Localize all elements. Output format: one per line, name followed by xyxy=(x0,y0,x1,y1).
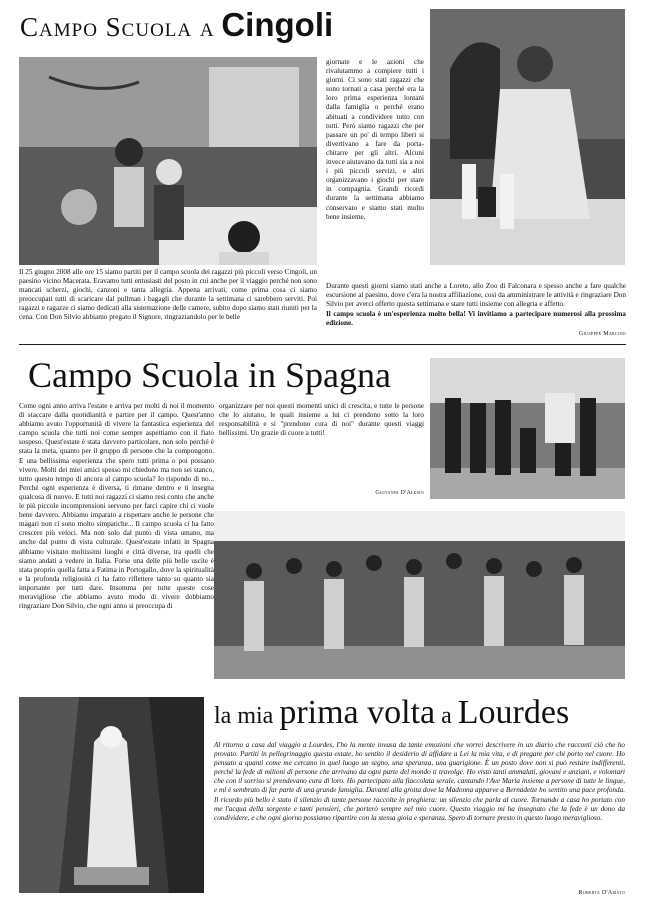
article2-title: Campo Scuola in Spagna xyxy=(28,355,391,395)
article3-signature: Roberta D'Amato xyxy=(578,890,625,896)
divider xyxy=(19,344,626,345)
photo-kids-dining xyxy=(19,57,317,265)
article3-title-d: Lourdes xyxy=(457,694,570,731)
photo-large-group xyxy=(214,511,625,679)
article1-title-big: Cingoli xyxy=(221,6,334,43)
photo-priest-altar xyxy=(430,9,625,265)
article2-body: Come ogni anno arriva l'estate e arriva per molti di noi il momento di staccare dalla quotidianità e partire per il campo. Quest'anno abbiamo avuto l'opportunità di vivere la fantastica esperienza del campo scuola che tutti noi come sempre aspettiamo con il fiato sospeso. Quest'estate è stata davvero particolare, non solo perché è stata la meta, quanto per il gruppo di persone che la compongono. E una bellissima esperienza che spero tutti prima o poi possano vivere. Molti dei miei amici spesso mi chiedono ma non sei stanco, tutto questo tempo di ancora al campo scuola? Io rispondo di no... Perché ogni esperienza è diversa, ti rimane dentro e ti insegna qualcosa di nuovo. E tutti noi ragazzi ci siamo resi conto che anche le più piccole incomprensioni servono per farci capire chi ci vuole bene davvero. Abbiamo imparato a rispettare anche le persone che magari non ci sono molto simpatiche... Il campo scuola ci ha fatto crescere più veloci. Ma non solo dal punto di vista umano, ma anche dal punto di vista culturale. Quest'estate infatti in Spagna abbiamo visitato moltissimi luoghi e città diverse, tra quelli che siamo andati a vedere in Italia. Forse una delle più belle uscite è stata proprio quella fatta a Fatima in Portogallo, dove la spiritualità e la profonda religiosità ci ha fatto riflettere tanto su quanto sia importante per tutti dare. Insomma per tutte queste cose meravigliose che abbiamo avuto modo di vivere dobbiamo ringraziare Don Silvio, che ogni anno si preoccupa di xyxy=(19,402,214,611)
article1-side-column: giornate e le azioni che rivalutammo a compiere tutti i giorni. Ci sono stati ragazzi che sono tornati a casa perché era la loro prima esperienza lontani dalla famiglia o perché erano abituati a condividere tutto con tutti. Però siamo ragazzi che per passare un po' di tempo liberi si divertivano a fare da porta-chitarre per gli altri. Alcuni invece aiutavano da tutti sia a noi i più piccoli servizi, e altri organizzavano i giochi per stare in compagnia. Grandi ricordi durante la settimana abbiamo conservato e siamo stati molto bene insieme. xyxy=(326,58,424,221)
article3-title-c: a xyxy=(441,703,452,729)
article1-closing: Il campo scuola è un'esperienza molto bella! Vi invitiamo a partecipare numerosi alla prossima edizione. xyxy=(326,310,626,328)
article1-continuation: Durante questi giorni siamo stati anche a Loreto, allo Zoo di Falconara e spesso anche a fare qualche escursione al paesino, dove c'era la nostra affiliazione, così da amministrare le attività e ringraziare Don Silvio per averci offerto questa settimana e stare tutti insieme con allegria e affetto. xyxy=(326,282,626,309)
article3-body: Al ritorno a casa dal viaggio a Lourdes, I'ho la mente invasa da tante emozioni che vorrei descrivere in un diario che racconti ciò che ho provato. Partiti in pellegrinaggio questa estate, ho sentito il desiderio di affidare a Lei la mia vita, e di pregare per chi porto nel cuore. Ho pensato a quanti come me cercano in quel luogo un segno, una speranza, una guarigione. È un posto dove non si può restare indifferenti, perché la fede di milioni di persone che arrivano da ogni parte del mondo ti travolge. Ho visto tanti ammalati, giovani e anziani, e volontari che con il sorriso si prendevano cura di loro. Ho partecipato alla fiaccolata serale, cantando l'Ave Maria insieme a persone di tutte le lingue, e mi è sembrato di far parte di una grande famiglia. Davanti alla grotta dove la Madonna apparve a Bernadette ho sentito una pace profonda. Il ricordo più bello è stato il silenzio di tante persone raccolte in preghiera: un silenzio che parla al cuore. Tornando a casa ho portato con me l'acqua della sorgente e tanti pensieri, che porterò sempre nel mio cuore. Questo viaggio mi ha insegnato che la fede è un dono da condividere, e che ogni giorno possiamo ripartire con la stessa gioia e speranza. Spero di tornare presto in questo luogo meraviglioso. xyxy=(214,741,625,822)
article1-title xyxy=(20,6,334,43)
article3-title-a: la mia xyxy=(214,703,274,729)
article1-title-small: Campo Scuola a xyxy=(20,12,215,42)
article2-side-column: organizzare per noi questi momenti unici di crescita, e tutte le persone che lo aiutano, le quali insieme a lui ci prendono sotto la loro responsabilità e si "prendono cura di noi" durante questi viaggi bellissimi. Un grazie di cuore a tutti! xyxy=(219,402,424,438)
article3-title xyxy=(214,694,570,731)
article2-signature: Giovanni D'Alesio xyxy=(375,490,424,496)
photo-group-landmark xyxy=(430,358,625,499)
photo-lourdes-statue xyxy=(19,697,204,893)
article1-body: Il 25 giugno 2008 alle ore 15 siamo partiti per il campo scuola dei ragazzi più piccoli verso Cingoli, un paesino vicino Macerata. Eravamo tutti entusiasti del posto in cui anche per il viaggio perché non sono mancati scherzi, giochi, canzoni e tanta allegria. Appena arrivati, come prima cosa ci siamo preoccupati tutti di scaricare dal pullman i bagagli che durante la settimana ci sarebbero serviti. Poi ragazzi e ragazze ci siamo dedicati alla sistemazione delle camere, subito dopo siamo stati riuniti per la cena. Con Don Silvio abbiamo pregato il Signore, ringraziandolo per le belle xyxy=(19,268,317,322)
article3-title-b: prima volta xyxy=(279,694,436,731)
article1-signature: Giuseppe Marconi xyxy=(578,331,626,337)
